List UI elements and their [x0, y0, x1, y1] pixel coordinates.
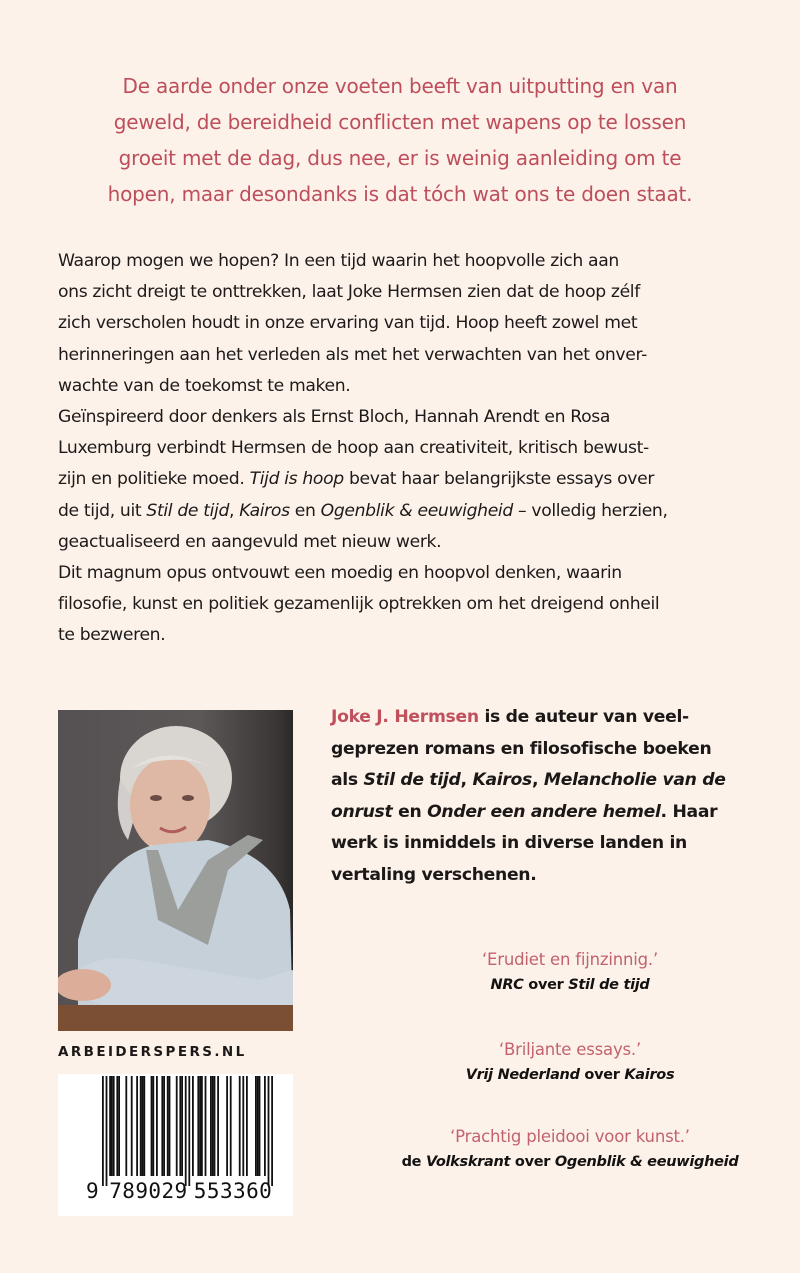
blurb-text — [58, 246, 758, 652]
text-run: herinneringen aan het verleden als met het verwachten van het onver- — [58, 344, 647, 365]
text-run: , — [229, 500, 240, 521]
text-run: Luxemburg verbindt Hermsen de hoop aan creativiteit, kritisch bewust- — [58, 438, 649, 459]
blurb-line — [58, 277, 758, 308]
title-text: Vrij Nederland — [465, 1067, 580, 1083]
author-photo — [58, 710, 293, 1031]
pull-quote-line: De aarde onder onze voeten beeft van uitputting en van — [122, 74, 678, 98]
blurb-line — [58, 589, 758, 620]
text-run: ons zicht dreigt te onttrekken, laat Joke Hermsen zien dat de hoop zélf — [58, 282, 640, 303]
text-run: als — [331, 770, 364, 790]
review-item — [360, 1125, 780, 1175]
blurb-line — [58, 371, 758, 402]
blurb-line — [58, 558, 758, 589]
text-run: de tijd, uit — [58, 500, 147, 521]
review-quote: ‘Prachtig pleidooi voor kunst.’ — [450, 1127, 690, 1146]
blurb-line — [58, 464, 758, 495]
title-text: Stil de tijd — [146, 500, 230, 521]
review-quote: ‘Briljante essays.’ — [498, 1040, 642, 1059]
title-text: Ogenblik & eeuwigheid — [320, 500, 513, 521]
review-item — [360, 1038, 780, 1088]
title-text: Kairos — [624, 1067, 675, 1083]
blurb-line — [58, 246, 758, 277]
title-text: NRC — [490, 977, 524, 993]
bio-line — [331, 828, 771, 860]
svg-text:789029: 789029 — [109, 1179, 188, 1203]
text-run: , — [531, 770, 544, 790]
text-run: te bezweren. — [58, 625, 166, 646]
title-text: Tijd is hoop — [249, 469, 344, 490]
bio-line — [331, 860, 771, 892]
svg-text:9: 9 — [86, 1179, 99, 1203]
text-run: en — [289, 500, 321, 521]
review-source — [360, 972, 780, 998]
barcode-icon — [58, 1074, 293, 1216]
author-name: Joke J. Hermsen — [331, 707, 479, 727]
svg-text:553360: 553360 — [193, 1179, 272, 1203]
pull-quote-line: geweld, de bereidheid conflicten met wapens op te lossen — [113, 110, 687, 134]
review-item — [360, 948, 780, 998]
text-run: Waarop mogen we hopen? In een tijd waarin het hoopvolle zich aan — [58, 251, 619, 271]
review-source — [360, 1062, 780, 1088]
title-text: Stil de tijd — [363, 770, 461, 790]
review-quote: ‘Erudiet en fijnzinnig.’ — [481, 950, 659, 969]
bio-line — [331, 702, 771, 734]
isbn-barcode — [58, 1074, 293, 1216]
blurb-line — [58, 340, 758, 371]
title-text: Volkskrant — [425, 1154, 511, 1170]
review-source — [360, 1149, 780, 1175]
bio-line — [331, 734, 771, 766]
text-run: over — [510, 1154, 555, 1170]
bio-line — [331, 797, 771, 829]
author-bio — [331, 702, 771, 891]
title-text: Melancholie van de — [543, 770, 726, 790]
pull-quote — [40, 68, 760, 212]
blurb-line — [58, 496, 758, 527]
pull-quote-line: hopen, maar desondanks is dat tóch wat ons te doen staat. — [107, 182, 693, 206]
text-run: bevat haar belangrijkste essays over — [343, 469, 655, 490]
title-text: onrust — [331, 801, 393, 822]
text-run: zich verscholen houdt in onze ervaring van tijd. Hoop heeft zowel met — [58, 313, 638, 334]
text-run: , — [460, 770, 473, 790]
text-run: Dit magnum opus ontvouwt een moedig en hoopvol denken, waarin — [58, 563, 622, 584]
text-run: over — [523, 977, 569, 993]
text-run: over — [579, 1067, 625, 1083]
text-run: geactualiseerd en aangevuld met nieuw werk. — [58, 531, 442, 552]
text-run: – volledig herzien, — [512, 500, 668, 521]
blurb-line — [58, 433, 758, 464]
pull-quote-line: groeit met de dag, dus nee, er is weinig aanleiding om te — [118, 146, 682, 170]
text-run: geprezen romans en filosofische boeken — [331, 738, 712, 759]
author-portrait-image — [58, 710, 293, 1031]
blurb-line — [58, 402, 758, 433]
text-run: vertaling verschenen. — [331, 864, 537, 885]
text-run: en — [392, 801, 428, 822]
text-run: wachte van de toekomst te maken. — [58, 375, 351, 396]
blurb-line — [58, 527, 758, 558]
text-run: filosofie, kunst en politiek gezamenlijk optrekken om het dreigend onheil — [58, 594, 660, 615]
text-run: zijn en politieke moed. — [58, 469, 250, 490]
text-run: werk is inmiddels in diverse landen in — [331, 833, 687, 853]
bio-line — [331, 765, 771, 797]
text-run: Geïnspireerd door denkers als Ernst Bloch, Hannah Arendt en Rosa — [58, 407, 611, 428]
blurb-line — [58, 308, 758, 339]
title-text: Ogenblik & eeuwigheid — [554, 1154, 739, 1170]
blurb-line — [58, 620, 758, 651]
publisher-website: ARBEIDERSPERS.NL — [58, 1044, 247, 1060]
text-run: . Haar — [660, 801, 718, 822]
title-text: Kairos — [472, 770, 532, 790]
text-run: de — [401, 1154, 426, 1170]
title-text: Onder een andere hemel — [427, 801, 661, 822]
title-text: Stil de tijd — [568, 977, 650, 993]
text-run: is de auteur van veel- — [478, 707, 689, 727]
title-text: Kairos — [239, 500, 290, 521]
